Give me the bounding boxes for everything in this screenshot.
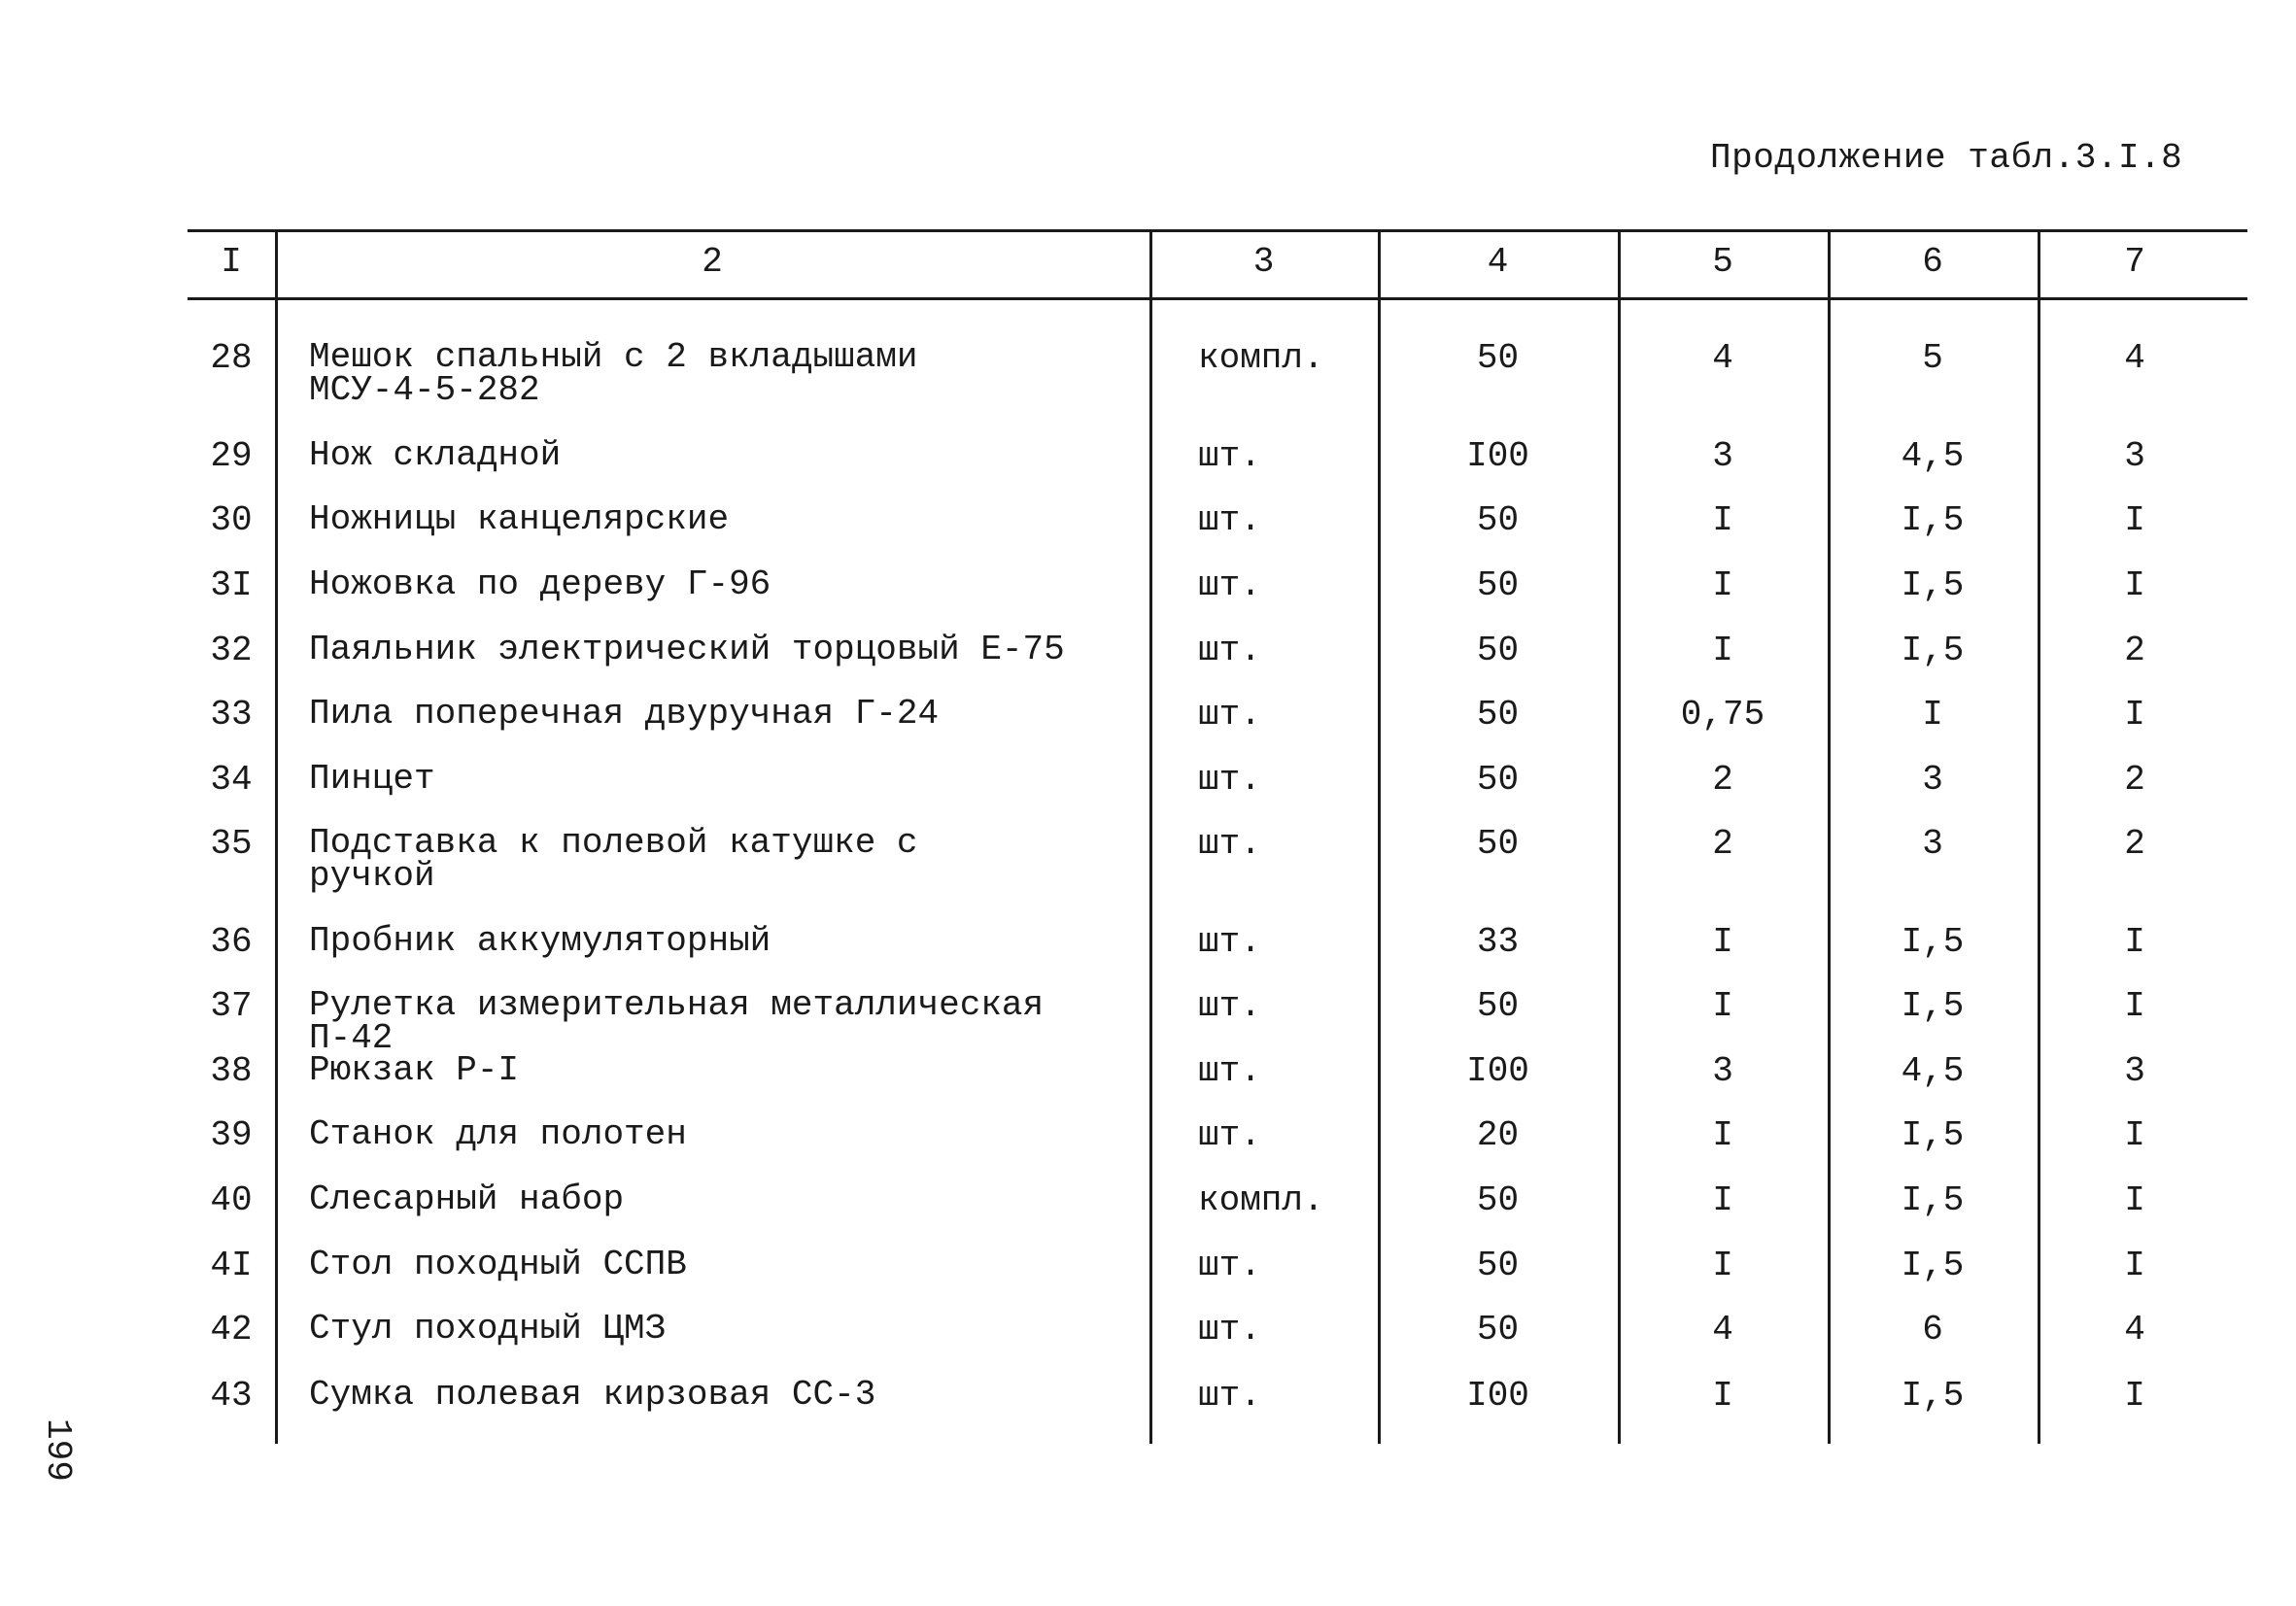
column-header-6: 6	[1922, 242, 1943, 282]
unit: компл.	[1198, 338, 1324, 378]
item-name: Паяльник электрический торцовый Е-75	[309, 630, 1065, 669]
unit: шт.	[1198, 500, 1261, 540]
value-col6: I,5	[1901, 1376, 1965, 1416]
item-name: Ножницы канцелярские	[309, 499, 730, 539]
table-header-rule	[188, 297, 2247, 300]
row-number: 28	[210, 338, 253, 378]
unit: компл.	[1198, 1180, 1324, 1220]
value-col6: I,5	[1901, 922, 1965, 962]
row-number: 4I	[210, 1246, 253, 1285]
value-col7: 3	[2124, 1051, 2145, 1091]
value-col4: 50	[1476, 631, 1520, 670]
row-number: 40	[210, 1180, 253, 1220]
value-col7: I	[2124, 565, 2145, 605]
column-header-5: 5	[1712, 242, 1733, 282]
value-col5: I	[1712, 922, 1733, 962]
value-col6: 3	[1922, 760, 1943, 800]
value-col6: I,5	[1901, 1115, 1965, 1155]
row-number: 29	[210, 436, 253, 476]
value-col7: I	[2124, 500, 2145, 540]
value-col5: 2	[1712, 824, 1733, 864]
value-col5: I	[1712, 500, 1733, 540]
value-col6: 4,5	[1901, 1051, 1965, 1091]
page-number: 199	[38, 1418, 78, 1482]
value-col4: 50	[1476, 565, 1520, 605]
value-col7: I	[2124, 1246, 2145, 1285]
column-header-4: 4	[1487, 242, 1509, 282]
value-col5: I	[1712, 1115, 1733, 1155]
value-col6: I,5	[1901, 631, 1965, 670]
value-col7: I	[2124, 1376, 2145, 1416]
item-name: Пробник аккумуляторный	[309, 921, 771, 961]
value-col7: I	[2124, 1180, 2145, 1220]
value-col4: 50	[1476, 986, 1520, 1026]
value-col4: 50	[1476, 695, 1520, 735]
table-top-rule	[188, 229, 2247, 232]
unit: шт.	[1198, 695, 1261, 735]
column-header-2: 2	[702, 242, 723, 282]
row-number: 34	[210, 760, 253, 800]
value-col6: 5	[1922, 338, 1943, 378]
value-col7: 4	[2124, 338, 2145, 378]
value-col5: 3	[1712, 436, 1733, 476]
value-col4: 50	[1476, 1310, 1520, 1350]
value-col7: I	[2124, 922, 2145, 962]
unit: шт.	[1198, 986, 1261, 1026]
unit: шт.	[1198, 1051, 1261, 1091]
value-col5: I	[1712, 565, 1733, 605]
value-col4: 50	[1476, 500, 1520, 540]
column-header-3: 3	[1252, 242, 1275, 282]
value-col6: I,5	[1901, 565, 1965, 605]
value-col7: I	[2124, 986, 2145, 1026]
unit: шт.	[1198, 1246, 1261, 1285]
value-col4: 50	[1476, 760, 1520, 800]
value-col4: 33	[1476, 922, 1520, 962]
value-col6: I,5	[1901, 1180, 1965, 1220]
value-col7: 2	[2124, 631, 2145, 670]
row-number: 37	[210, 986, 253, 1026]
row-number: 30	[210, 500, 253, 540]
column-header-1: I	[221, 242, 242, 282]
value-col4: 50	[1476, 1180, 1520, 1220]
unit: шт.	[1198, 760, 1261, 800]
value-col5: I	[1712, 1246, 1733, 1285]
value-col6: I,5	[1901, 500, 1965, 540]
value-col6: 6	[1922, 1310, 1943, 1350]
item-name: Пила поперечная двуручная Г-24	[309, 694, 940, 734]
column-divider	[275, 229, 278, 1444]
value-col4: 50	[1476, 338, 1520, 378]
value-col5: 4	[1712, 1310, 1733, 1350]
column-divider	[1149, 229, 1152, 1444]
column-header-7: 7	[2124, 242, 2145, 282]
row-number: 39	[210, 1115, 253, 1155]
row-number: 43	[210, 1376, 253, 1416]
value-col6: I,5	[1901, 986, 1965, 1026]
value-col4: I00	[1466, 1376, 1529, 1416]
value-col5: 0,75	[1680, 695, 1765, 735]
row-number: 42	[210, 1310, 253, 1350]
unit: шт.	[1198, 631, 1261, 670]
value-col5: I	[1712, 631, 1733, 670]
value-col4: 20	[1476, 1115, 1520, 1155]
row-number: 35	[210, 824, 253, 864]
item-name: Стул походный ЦМЗ	[309, 1309, 667, 1349]
row-number: 33	[210, 695, 253, 735]
unit: шт.	[1198, 1115, 1261, 1155]
value-col6: I	[1922, 695, 1943, 735]
item-name: Нож складной	[309, 435, 562, 475]
value-col4: I00	[1466, 436, 1529, 476]
value-col6: 3	[1922, 824, 1943, 864]
value-col7: 3	[2124, 436, 2145, 476]
item-name: Подставка к полевой катушке с ручкой	[309, 823, 918, 896]
value-col5: I	[1712, 1376, 1733, 1416]
unit: шт.	[1198, 922, 1261, 962]
value-col5: 2	[1712, 760, 1733, 800]
item-name: Сумка полевая кирзовая СС-3	[309, 1375, 876, 1415]
item-name: Слесарный набор	[309, 1179, 625, 1219]
unit: шт.	[1198, 436, 1261, 476]
item-name: Рюкзак Р-I	[309, 1050, 520, 1090]
row-number: 38	[210, 1051, 253, 1091]
row-number: 3I	[210, 565, 253, 605]
item-name: Стол походный ССПВ	[309, 1245, 687, 1284]
unit: шт.	[1198, 1376, 1261, 1416]
value-col5: 4	[1712, 338, 1733, 378]
value-col4: 50	[1476, 824, 1520, 864]
value-col7: 4	[2124, 1310, 2145, 1350]
item-name: Мешок спальный с 2 вкладышами МСУ-4-5-282	[309, 337, 918, 410]
value-col5: I	[1712, 1180, 1733, 1220]
value-col7: 2	[2124, 760, 2145, 800]
value-col4: I00	[1466, 1051, 1529, 1091]
value-col5: 3	[1712, 1051, 1733, 1091]
value-col5: I	[1712, 986, 1733, 1026]
row-number: 36	[210, 922, 253, 962]
unit: шт.	[1198, 824, 1261, 864]
row-number: 32	[210, 631, 253, 670]
unit: шт.	[1198, 1310, 1261, 1350]
value-col6: 4,5	[1901, 436, 1965, 476]
item-name: Рулетка измерительная металлическая П-42	[309, 985, 1045, 1058]
value-col7: 2	[2124, 824, 2145, 864]
item-name: Ножовка по дереву Г-96	[309, 564, 771, 604]
value-col7: I	[2124, 695, 2145, 735]
item-name: Станок для полотен	[309, 1114, 687, 1154]
value-col7: I	[2124, 1115, 2145, 1155]
item-name: Пинцет	[309, 759, 435, 799]
value-col4: 50	[1476, 1246, 1520, 1285]
unit: шт.	[1198, 565, 1261, 605]
table-caption: Продолжение табл.3.I.8	[1710, 138, 2183, 178]
value-col6: I,5	[1901, 1246, 1965, 1285]
